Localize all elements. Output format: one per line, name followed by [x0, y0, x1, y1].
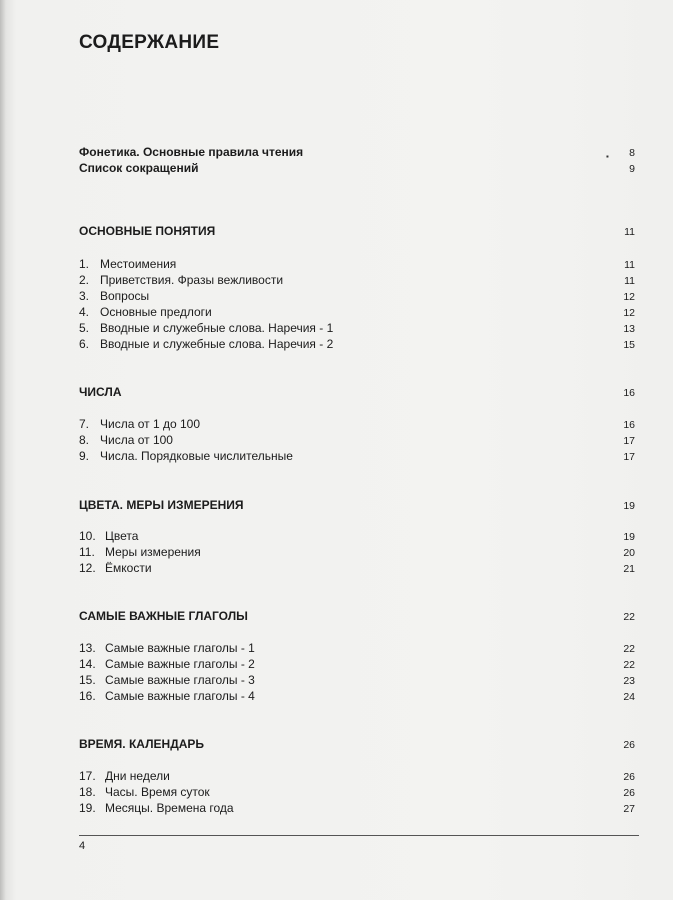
- toc-item-number: 4.: [79, 305, 90, 319]
- toc-item: [79, 256, 635, 272]
- toc-page-number: 11: [624, 226, 635, 238]
- toc-item-number: 3.: [79, 289, 90, 303]
- toc-item-number: 7.: [79, 417, 90, 431]
- toc-item-number: 14.: [79, 657, 96, 671]
- section-heading-label: ЦВЕТА. МЕРЫ ИЗМЕРЕНИЯ: [79, 498, 244, 512]
- toc-entry-label: Фонетика. Основные правила чтения: [79, 145, 304, 159]
- section-heading-label: ВРЕМЯ. КАЛЕНДАРЬ: [79, 737, 205, 751]
- toc-item: [79, 528, 635, 544]
- footer-divider: [79, 835, 639, 836]
- toc-item-number: 11.: [79, 545, 95, 559]
- toc-page-number: 16: [623, 419, 635, 431]
- toc-item: [79, 640, 635, 656]
- toc-item-number: 15.: [79, 673, 96, 687]
- toc-item-text: Ёмкости: [105, 561, 152, 575]
- toc-page-number: 11: [624, 259, 635, 271]
- section-heading-label: САМЫЕ ВАЖНЫЕ ГЛАГОЛЫ: [79, 609, 248, 623]
- toc-item: [79, 768, 635, 784]
- toc-section-heading: [79, 497, 635, 513]
- toc-page-number: 13: [623, 323, 635, 335]
- toc-item-text: Вводные и служебные слова. Наречия - 1: [100, 321, 334, 335]
- toc-item-number: 2.: [79, 273, 90, 287]
- toc-entry: [79, 144, 635, 160]
- toc-item: [79, 448, 635, 464]
- toc-item-number: 12.: [79, 561, 96, 575]
- toc-page-number: 26: [623, 771, 635, 783]
- toc-item-text: Месяцы. Времена года: [105, 801, 234, 815]
- toc-item: [79, 272, 635, 288]
- toc-item-number: 13.: [79, 641, 96, 655]
- toc-item: [79, 304, 635, 320]
- toc-page-number: 16: [623, 387, 635, 399]
- toc-item-text: Вводные и служебные слова. Наречия - 2: [100, 337, 334, 351]
- toc-entry-label: Список сокращений: [79, 161, 199, 175]
- toc-item: [79, 688, 635, 704]
- toc-item-number: 19.: [79, 801, 96, 815]
- toc-item: [79, 672, 635, 688]
- toc-item-number: 18.: [79, 785, 96, 799]
- toc-item-text: Числа. Порядковые числительные: [100, 449, 293, 463]
- toc-item-text: Основные предлоги: [100, 305, 212, 319]
- toc-section-heading: [79, 736, 635, 752]
- toc-item: [79, 800, 635, 816]
- toc-page-number: 9: [629, 163, 635, 175]
- toc-item: [79, 432, 635, 448]
- toc-item: [79, 288, 635, 304]
- footer-page-number: 4: [79, 840, 86, 852]
- toc-item-text: Самые важные глаголы - 4: [105, 689, 255, 703]
- section-heading-label: ОСНОВНЫЕ ПОНЯТИЯ: [79, 224, 216, 238]
- toc-item-number: 1.: [79, 257, 90, 271]
- toc-item-text: Числа от 100: [100, 433, 173, 447]
- section-heading-label: ЧИСЛА: [79, 385, 122, 399]
- toc-item: [79, 336, 635, 352]
- toc-item-text: Числа от 1 до 100: [100, 417, 200, 431]
- toc-page-number: 19: [623, 500, 635, 512]
- toc-page-number: 17: [623, 451, 635, 463]
- toc-page-number: 22: [623, 643, 635, 655]
- page-title: СОДЕРЖАНИЕ: [79, 32, 220, 53]
- toc-page-number: 11: [624, 275, 635, 287]
- toc-section-heading: [79, 384, 635, 400]
- toc-page-number: 22: [623, 611, 635, 623]
- toc-page-number: 27: [623, 803, 635, 815]
- toc-item-text: Цвета: [105, 529, 139, 543]
- toc-item-text: Дни недели: [105, 769, 170, 783]
- toc-page-number: 21: [623, 563, 635, 575]
- toc-entry: [79, 160, 635, 176]
- toc-section-heading: [79, 223, 635, 239]
- toc-item-number: 10.: [79, 529, 96, 543]
- toc-item-number: 8.: [79, 433, 90, 447]
- toc-item-number: 16.: [79, 689, 96, 703]
- toc-page-number: 17: [623, 435, 635, 447]
- toc-item-text: Приветствия. Фразы вежливости: [100, 273, 284, 287]
- toc-item-text: Меры измерения: [105, 545, 201, 559]
- toc-item: [79, 544, 635, 560]
- toc-page-number: 19: [623, 531, 635, 543]
- toc-item: [79, 560, 635, 576]
- toc-item: [79, 784, 635, 800]
- toc-page-number: 24: [623, 691, 635, 703]
- toc-item: [79, 416, 635, 432]
- toc-page-number: 12: [623, 307, 635, 319]
- toc-item-text: Местоимения: [100, 257, 177, 271]
- toc-item-number: 5.: [79, 321, 90, 335]
- toc-page-number: 12: [623, 291, 635, 303]
- toc-item: [79, 656, 635, 672]
- toc-page-number: 26: [623, 787, 635, 799]
- toc-item-text: Самые важные глаголы - 1: [105, 641, 255, 655]
- scan-speck: ▪: [606, 152, 609, 161]
- toc-page-number: 20: [623, 547, 635, 559]
- toc-section-heading: [79, 608, 635, 624]
- toc-page-number: 15: [623, 339, 635, 351]
- toc-page-number: 8: [629, 147, 635, 159]
- toc-item: [79, 320, 635, 336]
- toc-item-text: Самые важные глаголы - 2: [105, 657, 255, 671]
- toc-item-text: Часы. Время суток: [105, 785, 210, 799]
- toc-page-number: 26: [623, 739, 635, 751]
- toc-item-number: 17.: [79, 769, 96, 783]
- toc-item-text: Самые важные глаголы - 3: [105, 673, 255, 687]
- toc-page-number: 23: [623, 675, 635, 687]
- toc-item-number: 6.: [79, 337, 90, 351]
- toc-page-number: 22: [623, 659, 635, 671]
- toc-item-number: 9.: [79, 449, 90, 463]
- toc-item-text: Вопросы: [100, 289, 150, 303]
